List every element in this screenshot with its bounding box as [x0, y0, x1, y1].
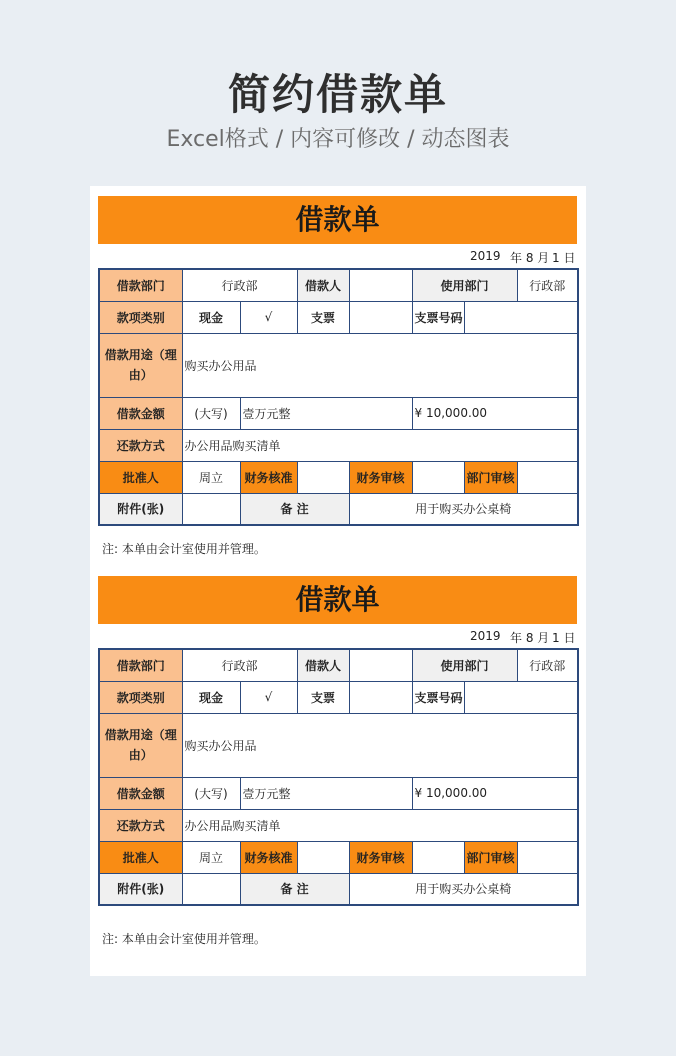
form-note: 注: 本单由会计室使用并管理。: [102, 932, 266, 946]
page-title: 简约借款单: [227, 70, 448, 119]
check-no-value[interactable]: [464, 301, 578, 333]
remark-label: 备 注: [240, 493, 349, 525]
dept-audit-label: 部门审核: [464, 841, 517, 873]
use-dept-value[interactable]: 行政部: [517, 269, 578, 301]
loan-table: [98, 648, 579, 906]
remark-value[interactable]: 用于购买办公桌椅: [349, 873, 578, 905]
amount-prefix: (大写): [182, 397, 240, 429]
form-title: 借款单: [98, 196, 577, 244]
finance-audit-label: 财务审核: [349, 461, 412, 493]
form-title: 借款单: [98, 576, 577, 624]
approver-value[interactable]: 周立: [182, 461, 240, 493]
check-label: 支票: [297, 681, 349, 713]
borrower-label: 借款人: [297, 649, 349, 681]
purpose-value[interactable]: 购买办公用品: [182, 333, 578, 397]
amount-upper[interactable]: 壹万元整: [240, 777, 412, 809]
use-dept-label: 使用部门: [412, 269, 517, 301]
purpose-label: 借款用途（理由）: [99, 713, 182, 777]
attachments-value[interactable]: [182, 493, 240, 525]
dept-value[interactable]: 行政部: [182, 269, 297, 301]
repay-label: 还款方式: [99, 809, 182, 841]
amount-upper[interactable]: 壹万元整: [240, 397, 412, 429]
check-mark[interactable]: [349, 301, 412, 333]
amount-label: 借款金额: [99, 777, 182, 809]
dept-audit-value[interactable]: [517, 461, 578, 493]
check-label: 支票: [297, 301, 349, 333]
attachments-label: 附件(张): [99, 873, 182, 905]
loan-table: [98, 268, 579, 526]
remark-label: 备 注: [240, 873, 349, 905]
amount-number[interactable]: ¥ 10,000.00: [412, 397, 578, 429]
date-row: [98, 244, 577, 268]
dept-audit-label: 部门审核: [464, 461, 517, 493]
loan-form-2: [98, 576, 577, 947]
borrower-value[interactable]: [349, 649, 412, 681]
type-label: 款项类别: [99, 301, 182, 333]
date-day: 1 日: [552, 631, 576, 645]
dept-value[interactable]: 行政部: [182, 649, 297, 681]
check-no-label: 支票号码: [412, 681, 464, 713]
date-row: [98, 624, 577, 648]
date-year: 2019: [470, 249, 501, 263]
purpose-value[interactable]: 购买办公用品: [182, 713, 578, 777]
approver-label: 批准人: [99, 461, 182, 493]
check-mark[interactable]: [349, 681, 412, 713]
cash-label: 现金: [182, 301, 240, 333]
date-year: 2019: [470, 629, 501, 643]
cash-mark[interactable]: √: [240, 301, 297, 333]
dept-label: 借款部门: [99, 269, 182, 301]
borrower-label: 借款人: [297, 269, 349, 301]
repay-value[interactable]: 办公用品购买清单: [182, 429, 578, 461]
dept-label: 借款部门: [99, 649, 182, 681]
cash-mark[interactable]: √: [240, 681, 297, 713]
check-no-value[interactable]: [464, 681, 578, 713]
attachments-label: 附件(张): [99, 493, 182, 525]
type-label: 款项类别: [99, 681, 182, 713]
date-day: 1 日: [552, 251, 576, 265]
use-dept-value[interactable]: 行政部: [517, 649, 578, 681]
loan-form-1: [98, 196, 577, 557]
repay-label: 还款方式: [99, 429, 182, 461]
attachments-value[interactable]: [182, 873, 240, 905]
date-month: 年 8 月: [510, 631, 550, 645]
finance-check-label: 财务核准: [240, 461, 297, 493]
date-month: 年 8 月: [510, 251, 550, 265]
finance-audit-label: 财务审核: [349, 841, 412, 873]
purpose-label: 借款用途（理由）: [99, 333, 182, 397]
approver-label: 批准人: [99, 841, 182, 873]
dept-audit-value[interactable]: [517, 841, 578, 873]
amount-prefix: (大写): [182, 777, 240, 809]
finance-audit-value[interactable]: [412, 841, 464, 873]
check-no-label: 支票号码: [412, 301, 464, 333]
finance-check-value[interactable]: [297, 841, 349, 873]
paper-sheet: [90, 186, 586, 976]
cash-label: 现金: [182, 681, 240, 713]
borrower-value[interactable]: [349, 269, 412, 301]
finance-audit-value[interactable]: [412, 461, 464, 493]
repay-value[interactable]: 办公用品购买清单: [182, 809, 578, 841]
remark-value[interactable]: 用于购买办公桌椅: [349, 493, 578, 525]
approver-value[interactable]: 周立: [182, 841, 240, 873]
amount-number[interactable]: ¥ 10,000.00: [412, 777, 578, 809]
form-note: 注: 本单由会计室使用并管理。: [102, 542, 266, 556]
page-subtitle: Excel格式 / 内容可修改 / 动态图表: [166, 127, 510, 152]
finance-check-label: 财务核准: [240, 841, 297, 873]
use-dept-label: 使用部门: [412, 649, 517, 681]
finance-check-value[interactable]: [297, 461, 349, 493]
amount-label: 借款金额: [99, 397, 182, 429]
